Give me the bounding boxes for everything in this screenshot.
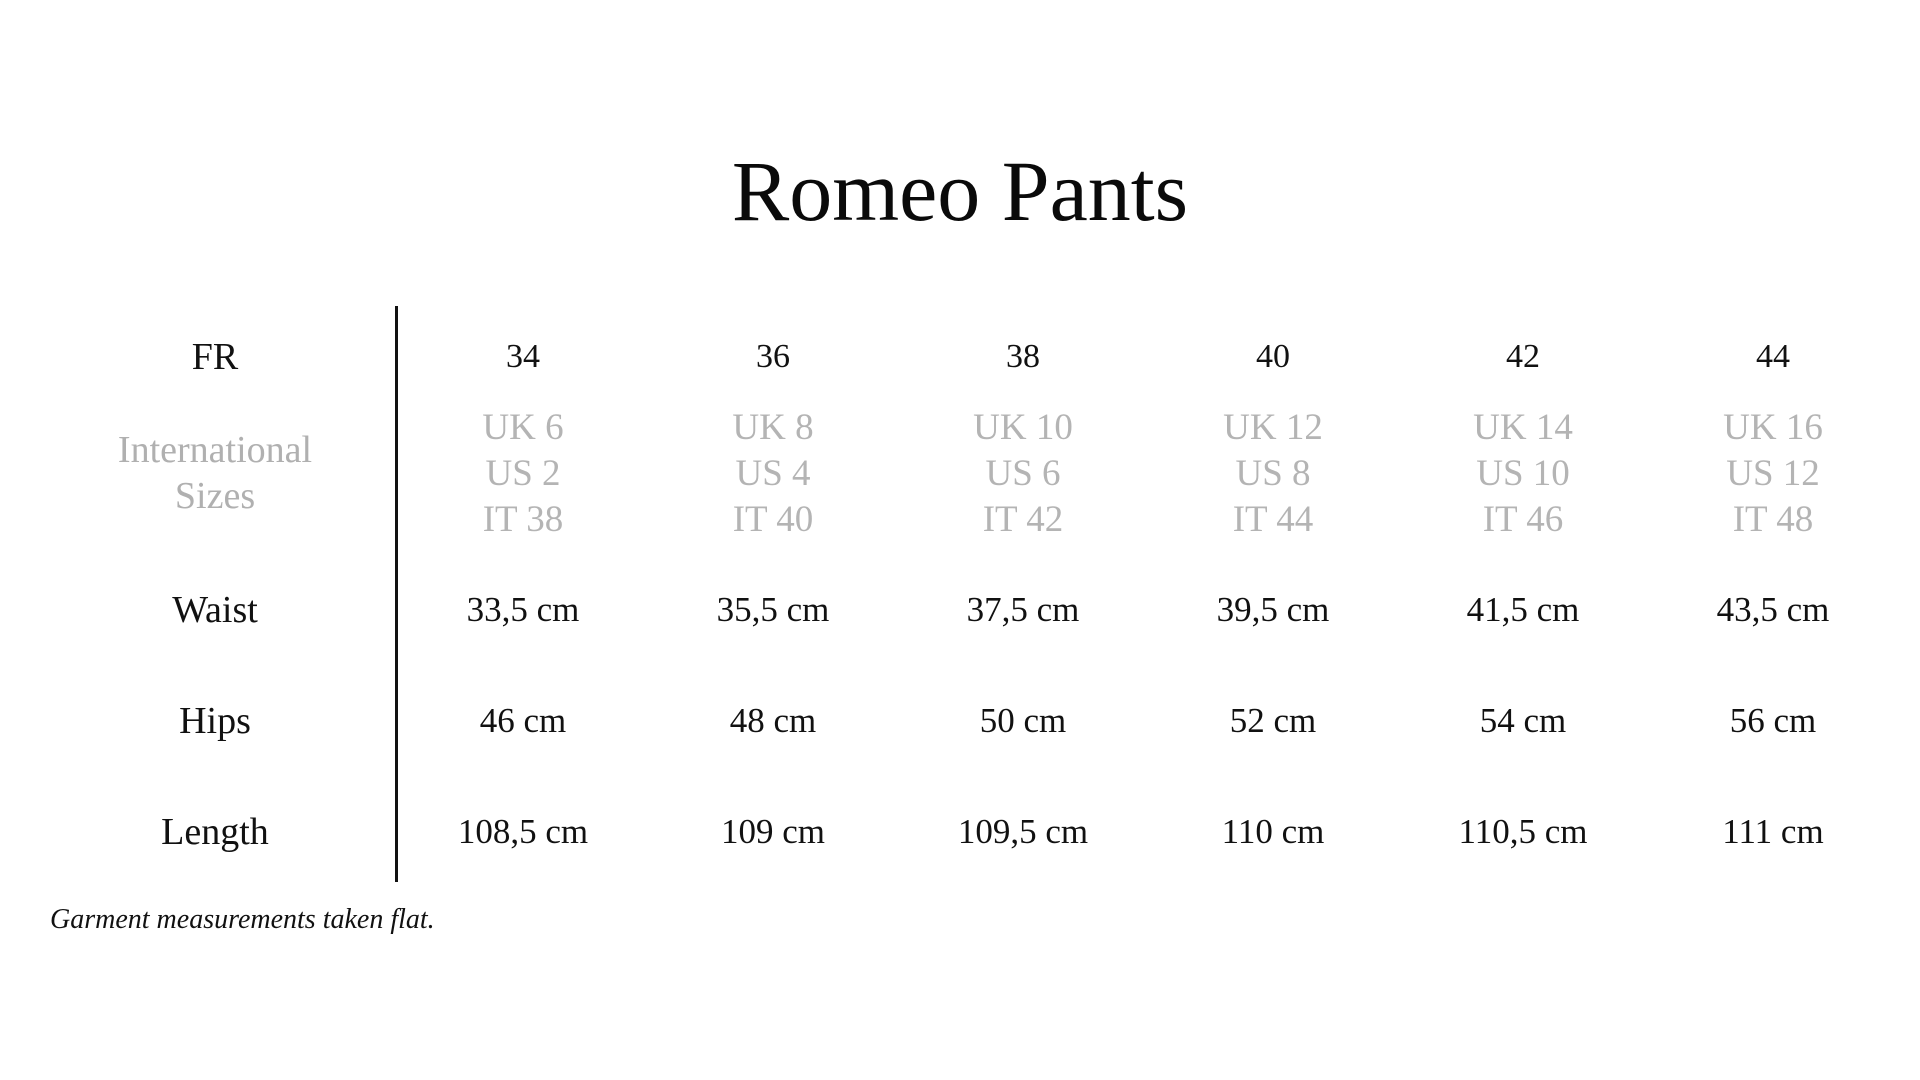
hips-cell: 46 cm: [479, 701, 567, 740]
hips-cell: 50 cm: [979, 701, 1067, 740]
row-label-hips: Hips: [179, 700, 251, 742]
length-cell: 109 cm: [720, 812, 825, 851]
international-size-cell: [1403, 405, 1643, 543]
uk-size: UK 16: [1723, 407, 1823, 448]
row-label-waist: Waist: [172, 589, 258, 631]
waist-cell: 35,5 cm: [716, 590, 830, 629]
length-cell: 108,5 cm: [457, 812, 589, 851]
fr-size-cell: 34: [506, 338, 540, 375]
footnote: Garment measurements taken flat.: [50, 904, 435, 935]
international-size-cell: [1653, 405, 1893, 543]
hips-cell: 52 cm: [1229, 701, 1317, 740]
waist-cell: 39,5 cm: [1216, 590, 1330, 629]
waist-cell: 43,5 cm: [1716, 590, 1830, 629]
international-size-cell: [653, 405, 893, 543]
length-cell: 110,5 cm: [1458, 812, 1588, 851]
international-size-cell: [403, 405, 643, 543]
it-size: IT 48: [1732, 499, 1814, 540]
us-size: US 2: [485, 453, 561, 494]
length-cell: 110 cm: [1221, 812, 1325, 851]
international-size-cell: [1153, 405, 1393, 543]
it-size: IT 42: [982, 499, 1064, 540]
fr-size-cell: 44: [1756, 338, 1790, 375]
row-label-international-sizes: [60, 427, 370, 519]
page-title: Romeo Pants: [731, 143, 1189, 239]
waist-cell: 37,5 cm: [966, 590, 1080, 629]
us-size: US 4: [735, 453, 811, 494]
length-cell: 109,5 cm: [957, 812, 1089, 851]
uk-size: UK 12: [1223, 407, 1323, 448]
row-label-length: Length: [161, 811, 269, 853]
uk-size: UK 6: [482, 407, 564, 448]
us-size: US 6: [985, 453, 1061, 494]
us-size: US 12: [1726, 453, 1820, 494]
fr-size-cell: 36: [756, 338, 790, 375]
hips-cell: 48 cm: [729, 701, 817, 740]
us-size: US 10: [1476, 453, 1570, 494]
hips-cell: 54 cm: [1479, 701, 1567, 740]
row-label-international-line1: International: [117, 429, 313, 471]
length-cell: 111 cm: [1722, 812, 1824, 851]
international-size-cell: [903, 405, 1143, 543]
it-size: IT 44: [1232, 499, 1314, 540]
it-size: IT 40: [732, 499, 814, 540]
row-label-international-line2: Sizes: [174, 475, 256, 517]
table-divider: [395, 306, 398, 882]
uk-size: UK 8: [732, 407, 814, 448]
uk-size: UK 14: [1473, 407, 1573, 448]
fr-size-cell: 42: [1506, 338, 1540, 375]
fr-size-cell: 40: [1256, 338, 1290, 375]
waist-cell: 41,5 cm: [1466, 590, 1580, 629]
it-size: IT 38: [482, 499, 564, 540]
row-label-fr: FR: [191, 336, 239, 378]
us-size: US 8: [1235, 453, 1311, 494]
uk-size: UK 10: [973, 407, 1073, 448]
it-size: IT 46: [1482, 499, 1564, 540]
hips-cell: 56 cm: [1729, 701, 1817, 740]
waist-cell: 33,5 cm: [466, 590, 580, 629]
fr-size-cell: 38: [1006, 338, 1040, 375]
